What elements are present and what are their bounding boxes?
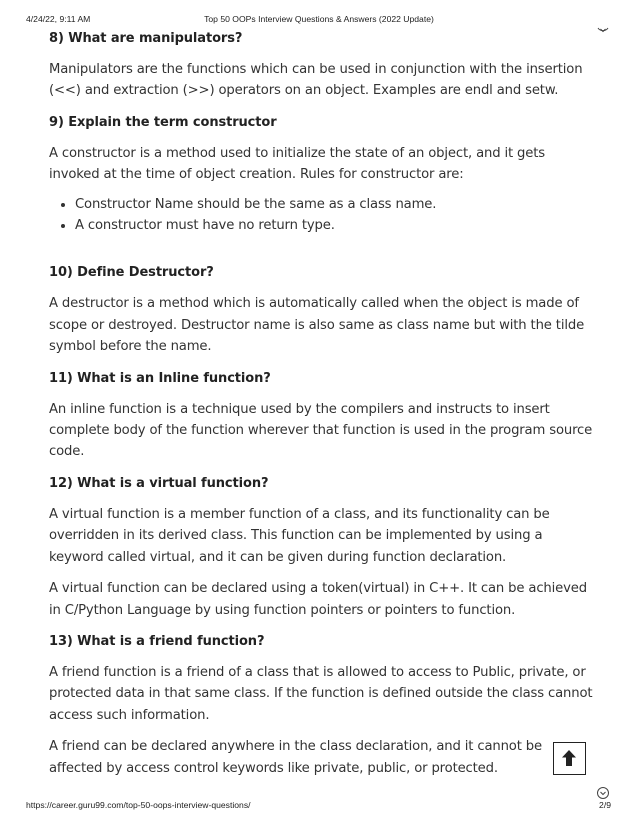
section-heading: 12) What is a virtual function? [49, 475, 269, 491]
bullet-list [49, 194, 594, 237]
section-destructor [49, 262, 594, 357]
arrow-up-icon [561, 749, 577, 767]
section-heading: 13) What is a friend function? [49, 633, 265, 649]
chevron-down-icon[interactable] [596, 24, 610, 38]
section-heading: 11) What is an Inline function? [49, 370, 271, 386]
section-inline-function [49, 368, 594, 463]
section-heading: 9) Explain the term constructor [49, 114, 277, 130]
section-constructor [49, 112, 594, 237]
print-url: https://career.guru99.com/top-50-oops-interview-questions/ [26, 800, 251, 810]
section-heading: 10) Define Destructor? [49, 265, 214, 281]
list-item: • Constructor Name should be the same as a class name. [75, 194, 594, 215]
section-paragraph: A constructor is a method used to initialize the state of an object, and it gets invoked at the time of object creation. Rules for constructor are: [49, 145, 545, 183]
chevron-down-icon[interactable] [596, 786, 610, 800]
section-paragraph: A virtual function can be declared using a token(virtual) in C++. It can be achieved in C/Python Language by using function pointers or pointers to function. [49, 581, 587, 618]
section-paragraph: A friend function is a friend of a class that is allowed to access to Public, private, or protected data in that same class. If the function is defined outside the class cannot access such information. [49, 664, 593, 723]
section-paragraph: An inline function is a technique used by the compilers and instructs to insert complete body of the function wherever that function is used in the program source code. [49, 401, 593, 460]
scroll-to-top-button[interactable] [553, 742, 586, 775]
section-virtual-function [49, 473, 594, 621]
section-manipulators [49, 28, 594, 102]
print-page-title: Top 50 OOPs Interview Questions & Answers (2022 Update) [204, 14, 434, 24]
article-content [49, 28, 594, 789]
print-header [0, 14, 638, 28]
page-number: 2/9 [599, 800, 611, 810]
section-heading: 8) What are manipulators? [49, 31, 243, 46]
print-date: 4/24/22, 9:11 AM [26, 14, 91, 24]
section-paragraph: A virtual function is a member function of a class, and its functionality can be overridden in its derived class. This function can be implemented by using a keyword called virtual, and it can be given during function declaration. [49, 506, 550, 565]
section-paragraph: Manipulators are the functions which can be used in conjunction with the insertion (<<) and extraction (>>) operators on an object. Examples are endl and setw. [49, 62, 583, 99]
section-paragraph: A friend can be declared anywhere in the class declaration, and it cannot be affected by access control keywords like private, public, or protected. [49, 739, 542, 776]
section-paragraph: A destructor is a method which is automatically called when the object is made of scope or destroyed. Destructor name is also same as class name but with the tilde symbol before the name. [49, 296, 585, 355]
list-item: • A constructor must have no return type. [75, 215, 594, 236]
section-friend-function [49, 631, 594, 779]
